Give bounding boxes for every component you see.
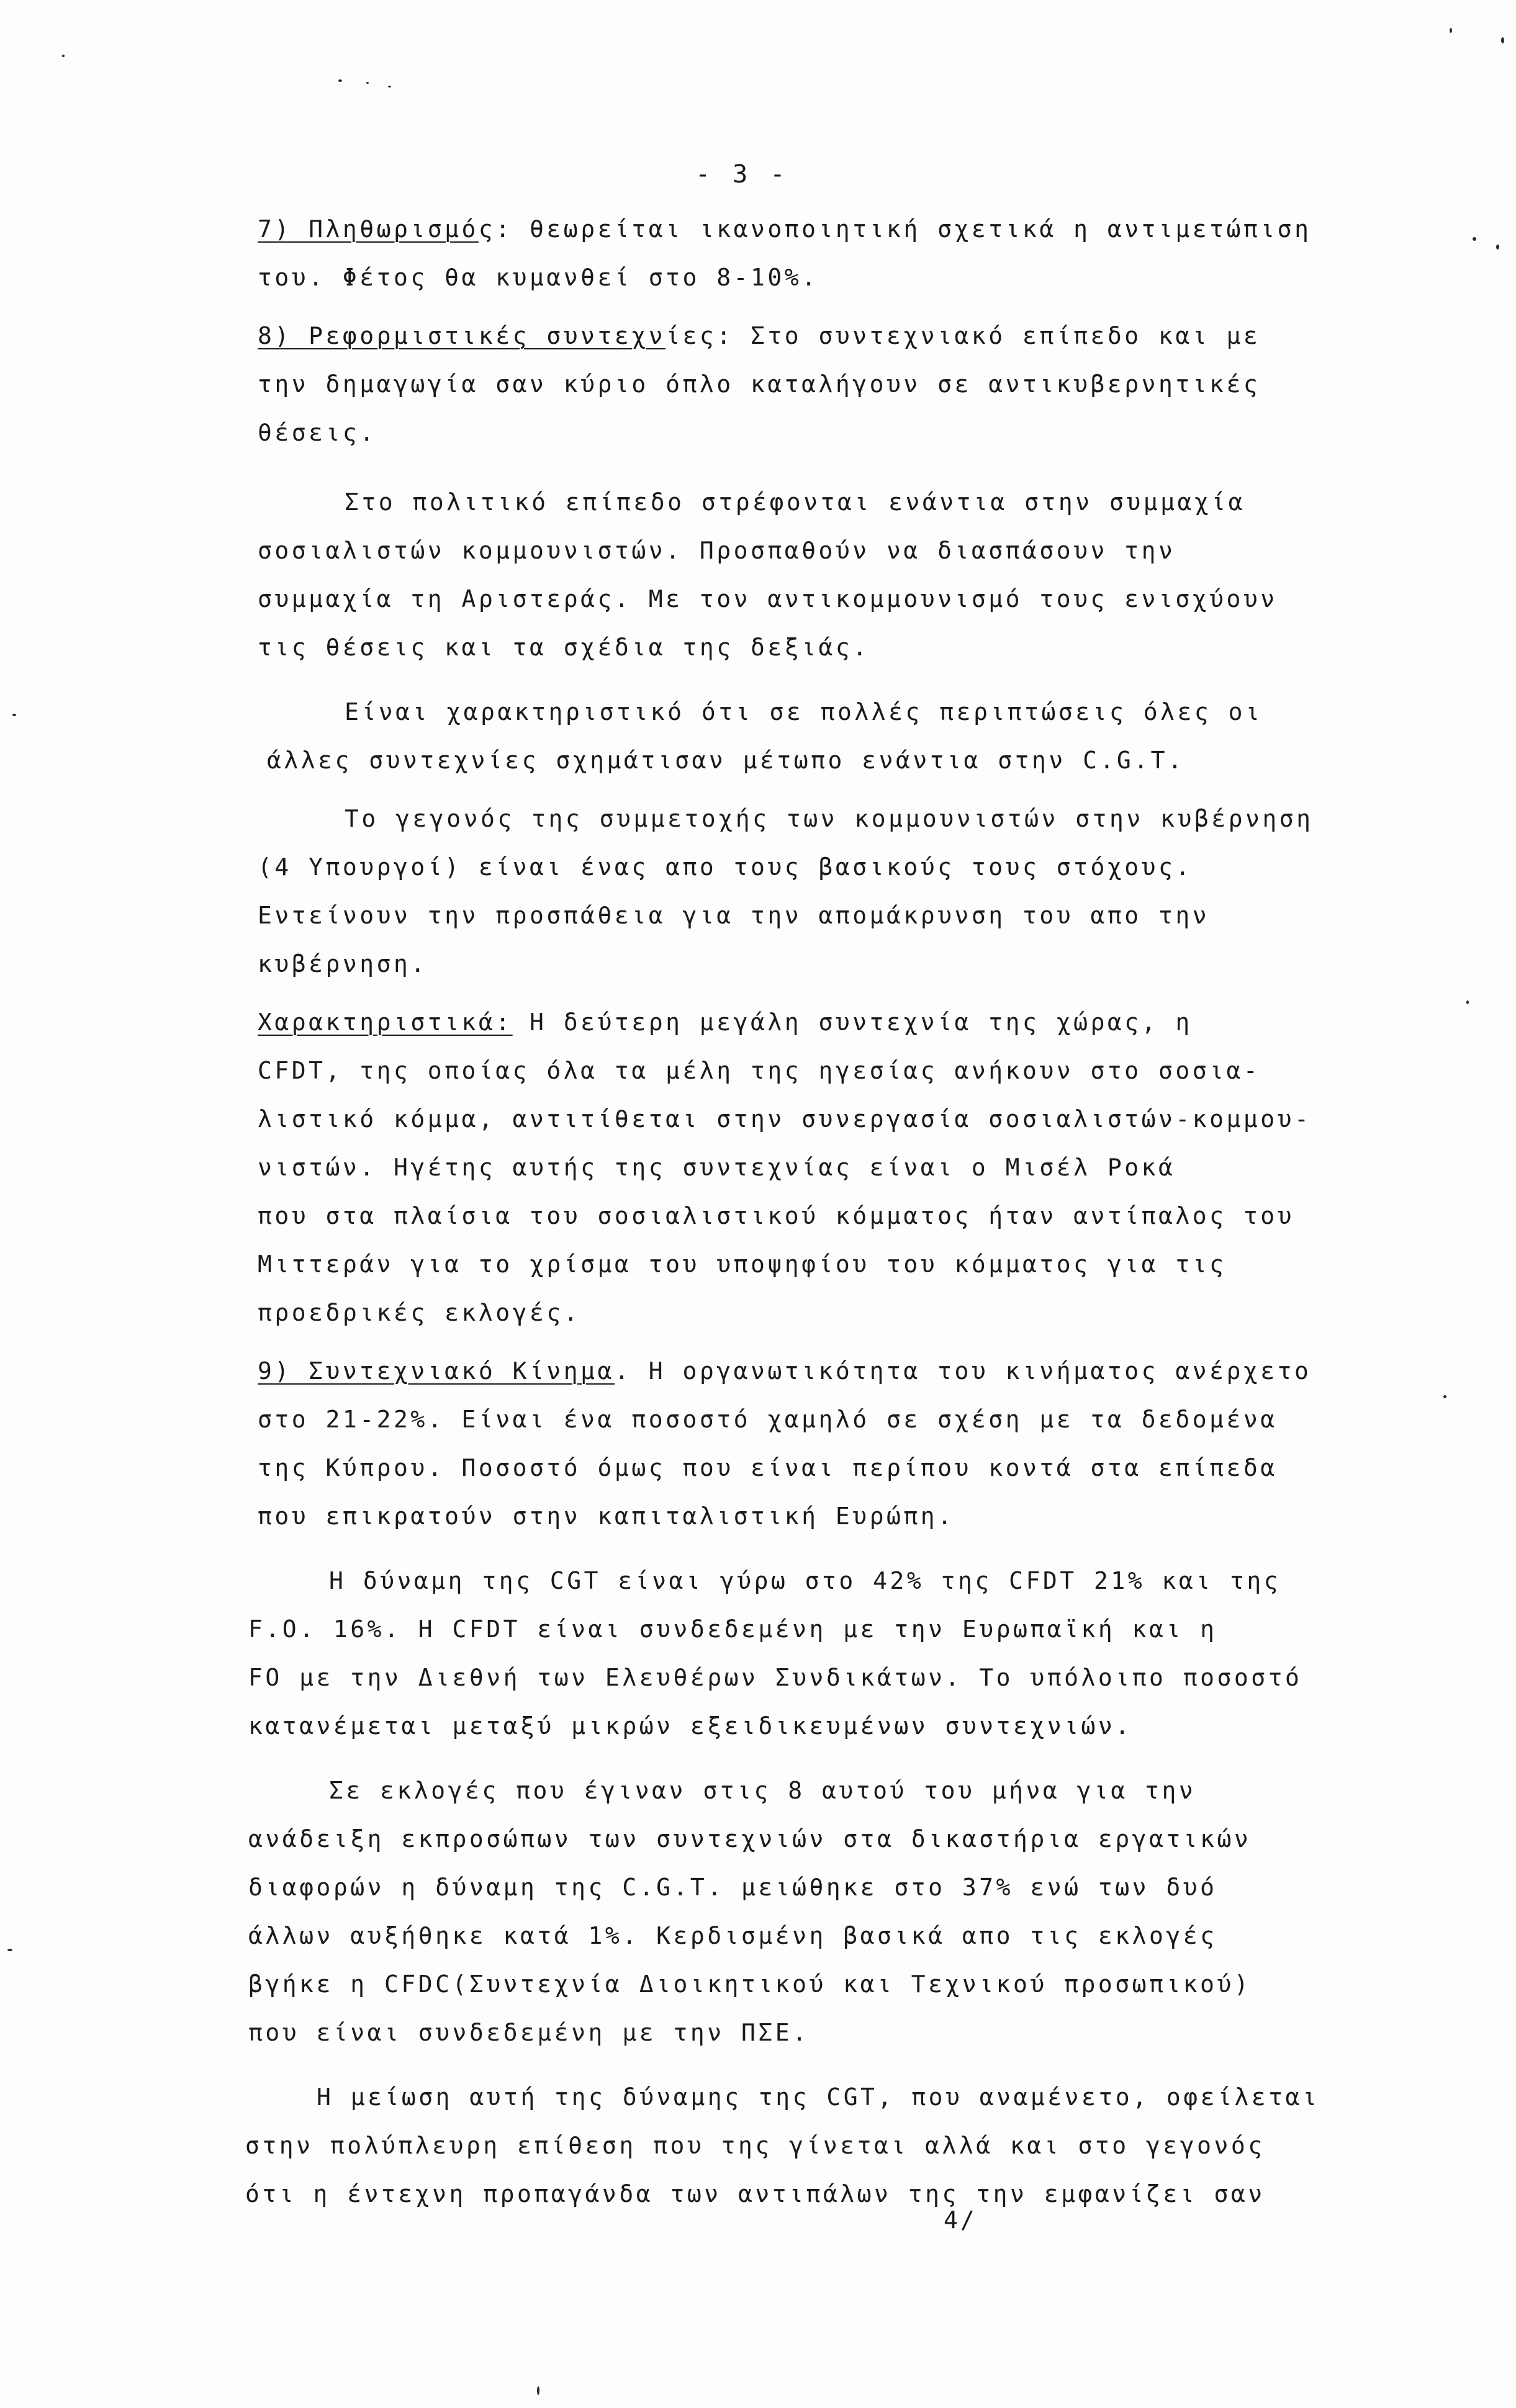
scan-speck — [1443, 1395, 1446, 1398]
text-line: CFDT, της οποίας όλα τα μέλη της ηγεσίας ανήκουν στο σοσια- — [258, 1057, 1261, 1084]
text-line: τις θέσεις και τα σχέδια της δεξιάς. — [258, 634, 870, 661]
text-line — [258, 217, 1311, 241]
text-line: την δημαγωγία σαν κύριο όπλο καταλήγουν σε αντικυβερνητικές — [258, 371, 1261, 398]
text-line: που επικρατούν στην καπιταλιστική Ευρώπη. — [258, 1503, 955, 1530]
text-line — [258, 1010, 1193, 1034]
text-line: προεδρικές εκλογές. — [258, 1299, 581, 1326]
text-line: νιστών. Ηγέτης αυτής της συντεχνίας είναι ο Μισέλ Ροκά — [258, 1154, 1176, 1181]
text-line: στο 21-22%. Είναι ένα ποσοστό χαμηλό σε σχέση με τα δεδομένα — [258, 1406, 1278, 1433]
underlined-heading: Χαρακτηριστικά: — [258, 1009, 513, 1036]
text-line: Μιττεράν για το χρίσμα του υποψηφίου του κόμματος για τις — [258, 1251, 1227, 1278]
underlined-heading: 9) Συντεχνιακό Κίνημα — [258, 1357, 615, 1385]
text-line: διαφορών η δύναμη της C.G.T. μειώθηκε στο 37% ενώ των δυό — [248, 1874, 1217, 1901]
text-line: (4 Υπουργοί) είναι ένας απο τους βασικούς τους στόχους. — [258, 853, 1193, 881]
text-line: FO με την Διεθνή των Ελευθέρων Συνδικάτων. Το υπόλοιπο ποσοστό — [248, 1664, 1302, 1691]
text-line: Σε εκλογές που έγιναν στις 8 αυτού του μήνα για την — [329, 1777, 1196, 1804]
continuation-marker: 4/ — [944, 2206, 977, 2234]
text-line: Το γεγονός της συμμετοχής των κομμουνιστών στην κυβέρνηση — [345, 805, 1314, 832]
text-line — [258, 324, 1260, 348]
page-number: - 3 - — [695, 160, 789, 189]
text-line: Η δύναμη της CGT είναι γύρω στο 42% της CFDT 21% και της — [329, 1567, 1281, 1594]
scan-speck — [1450, 28, 1452, 33]
text-line: Είναι χαρακτηριστικό ότι σε πολλές περιπτώσεις όλες οι — [345, 698, 1263, 726]
text-line: άλλες συντεχνίες σχημάτισαν μέτωπο ενάντια στην C.G.T. — [267, 747, 1185, 774]
scan-speck — [7, 1949, 12, 1951]
text-line: στην πολύπλευρη επίθεση που της γίνεται αλλά και στο γεγονός — [245, 2132, 1265, 2159]
scan-speck — [1496, 245, 1499, 249]
text-line: F.O. 16%. Η CFDT είναι συνδεδεμένη με την Ευρωπαϊκή και η — [248, 1615, 1217, 1643]
text-line: κυβέρνηση. — [258, 950, 428, 977]
scan-speck — [366, 82, 369, 84]
scan-speck — [1466, 1000, 1469, 1004]
underlined-heading: 7) Πληθωρισμό — [258, 215, 479, 243]
text-line: ότι η έντεχνη προπαγάνδα των αντιπάλων της την εμφανίζει σαν — [245, 2180, 1265, 2208]
scan-speck — [388, 86, 391, 88]
text-line: Εντείνουν την προσπάθεια για την απομάκρυνση του απο την — [258, 902, 1210, 929]
scan-speck — [1473, 237, 1476, 241]
scan-speck — [338, 79, 342, 82]
scan-speck — [537, 2386, 539, 2395]
text-line: της Κύπρου. Ποσοστό όμως που είναι περίπου κοντά στα επίπεδα — [258, 1454, 1278, 1481]
text-line: Η μείωση αυτή της δύναμης της CGT, που αναμένετο, οφείλεται — [317, 2083, 1320, 2111]
scan-speck — [1501, 37, 1504, 43]
text-line: Στο πολιτικό επίπεδο στρέφονται ενάντια στην συμμαχία — [345, 488, 1246, 516]
text-line: που στα πλαίσια του σοσιαλιστικού κόμματος ήταν αντίπαλος του — [258, 1202, 1295, 1229]
text-line: που είναι συνδεδεμένη με την ΠΣΕ. — [248, 2019, 810, 2046]
text-line: άλλων αυξήθηκε κατά 1%. Κερδισμένη βασικά απο τις εκλογές — [248, 1922, 1217, 1949]
text-line: συμμαχία τη Αριστεράς. Με τον αντικομμουνισμό τους ενισχύουν — [258, 585, 1278, 613]
line-remainder: ς: θεωρείται ικανοποιητική σχετικά η αντιμετώπιση — [478, 215, 1312, 243]
line-remainder: Η δεύτερη μεγάλη συντεχνία της χώρας, η — [512, 1009, 1193, 1036]
text-line: λιστικό κόμμα, αντιτίθεται στην συνεργασία σοσιαλιστών-κομμου- — [258, 1105, 1312, 1133]
scan-speck — [62, 55, 65, 57]
underlined-heading: 8) Ρεφορμιστικές συντεχν — [258, 322, 666, 349]
text-line: σοσιαλιστών κομμουνιστών. Προσπαθούν να διασπάσουν την — [258, 537, 1176, 564]
text-line: θέσεις. — [258, 419, 377, 446]
text-line: κατανέμεται μεταξύ μικρών εξειδικευμένων συντεχνιών. — [248, 1712, 1132, 1740]
text-line: του. Φέτος θα κυμανθεί στο 8-10%. — [258, 264, 819, 291]
line-remainder: . Η οργανωτικότητα του κινήματος ανέρχετο — [614, 1357, 1312, 1385]
text-line: βγήκε η CFDC(Συντεχνία Διοικητικού και Τεχνικού προσωπικού) — [248, 1970, 1252, 1998]
scan-speck — [12, 714, 16, 716]
line-remainder: ίες: Στο συντεχνιακό επίπεδο και με — [666, 322, 1261, 349]
text-line: ανάδειξη εκπροσώπων των συντεχνιών στα δικαστήρια εργατικών — [248, 1825, 1252, 1853]
text-line — [258, 1359, 1311, 1383]
